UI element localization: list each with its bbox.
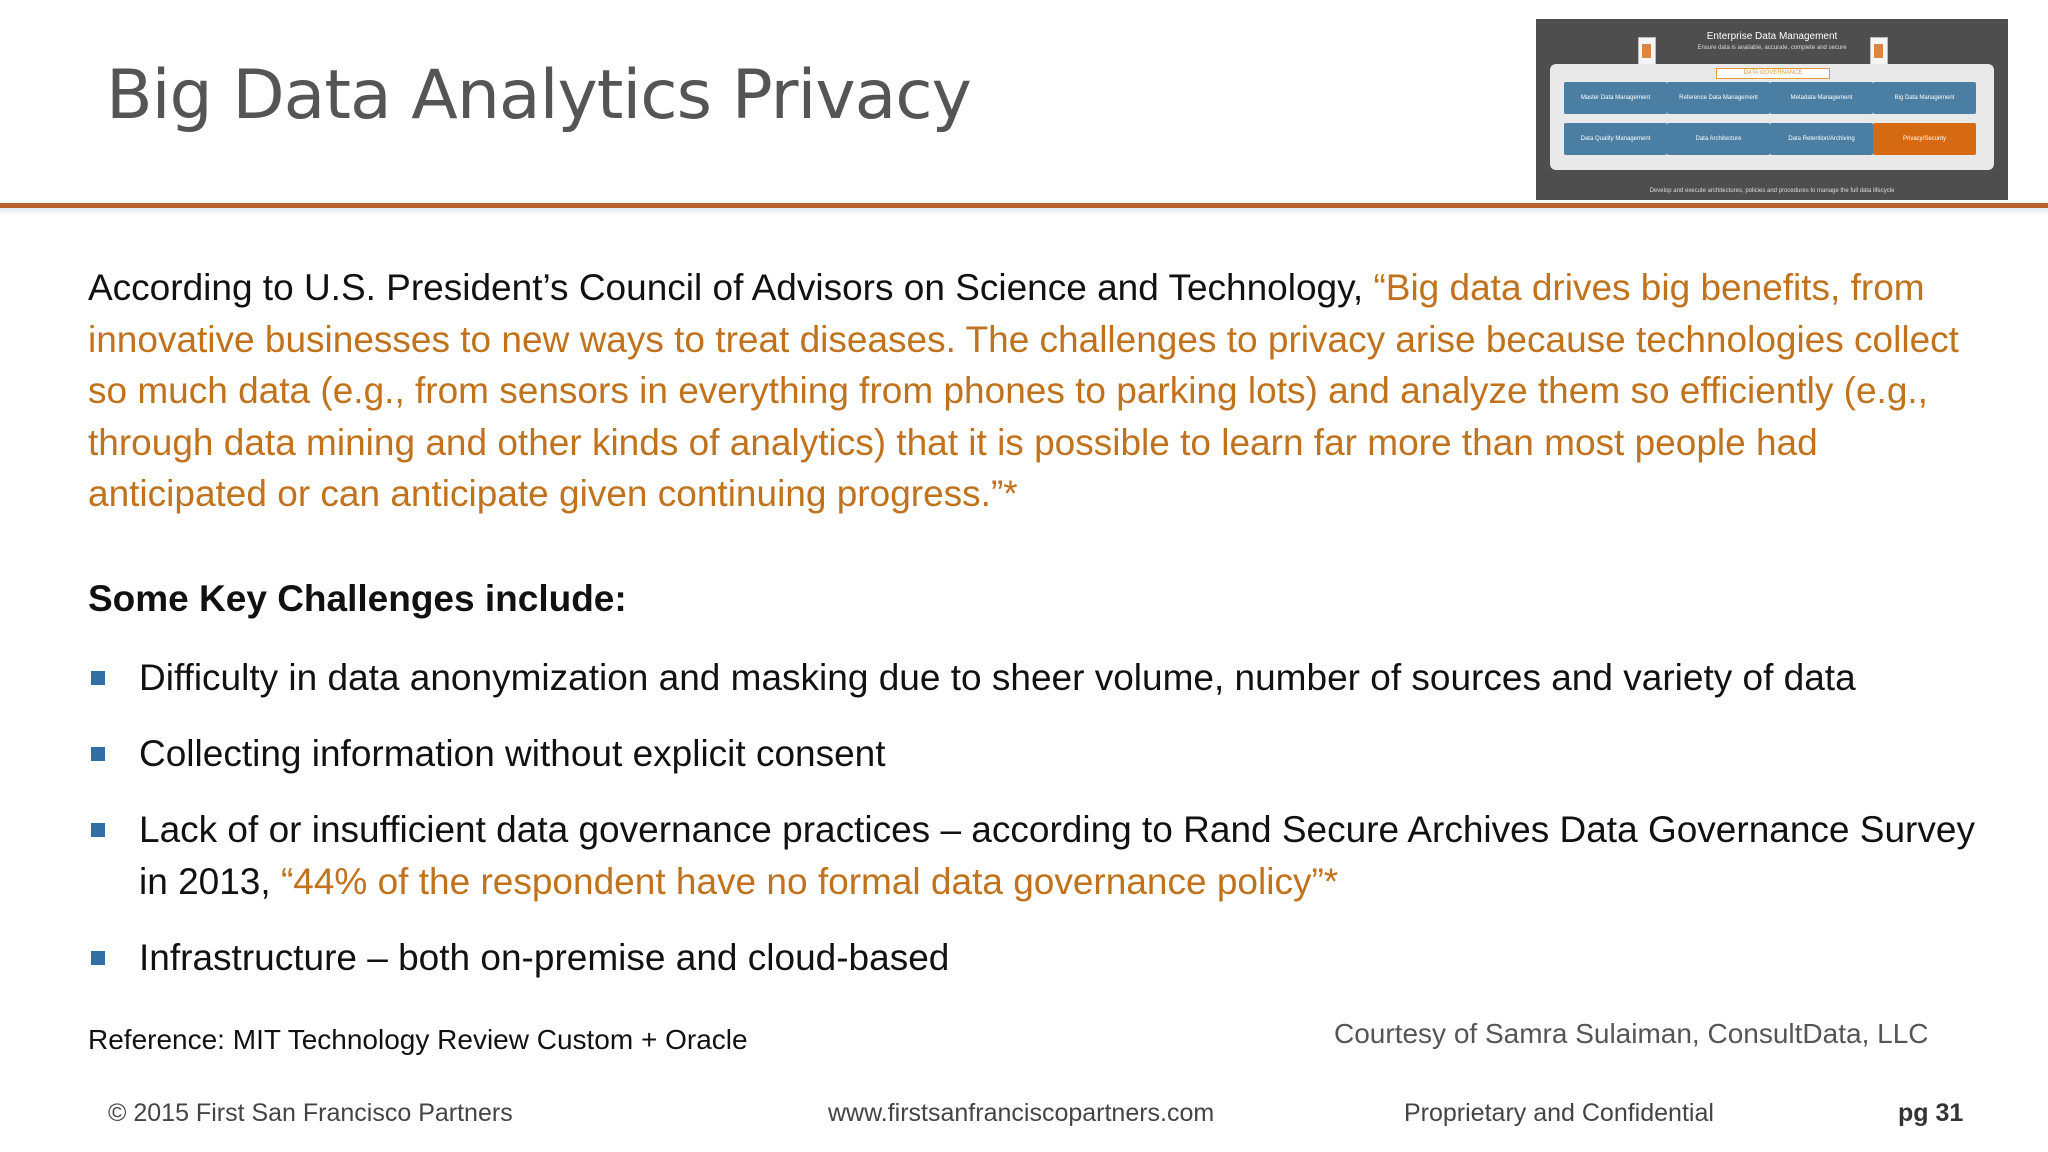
thumbnail-box-highlighted: Privacy/Security <box>1873 123 1976 155</box>
intro-quote: “Big data drives big benefits, from innovative businesses to new ways to treat diseases. The challenges to privacy arise because technologies collect so much data (e.g., from sensors in everything from phones to parking lots) and analyze them so efficiently (e.g., through data mining and other kinds of analytics) that it is possible to learn far more than most people had anticipated or can anticipate given continuing progress.”* <box>88 267 1959 514</box>
square-bullet-icon <box>91 671 105 685</box>
page-title: Big Data Analytics Privacy <box>106 56 971 135</box>
thumbnail-footer: Develop and execute architectures, policies and procedures to manage the full data lifecycle <box>1649 188 1895 194</box>
footer-confidential: Proprietary and Confidential <box>1404 1099 1714 1127</box>
thumbnail-box: Reference Data Management <box>1667 82 1770 114</box>
list-item-text: Collecting information without explicit consent <box>139 733 886 774</box>
enterprise-data-management-thumbnail <box>1536 19 2008 200</box>
challenges-heading: Some Key Challenges include: <box>88 578 627 619</box>
thumbnail-subtitle: Ensure data is available, accurate, complete and secure <box>1697 45 1847 51</box>
reference-note: Reference: MIT Technology Review Custom + Oracle <box>88 1024 748 1055</box>
list-item <box>88 652 1998 704</box>
list-item-quote: “44% of the respondent have no formal data governance policy”* <box>280 860 1339 902</box>
square-bullet-icon <box>91 747 105 761</box>
thumbnail-title: Enterprise Data Management <box>1706 31 1838 42</box>
intro-lead: According to U.S. President’s Council of Advisors on Science and Technology, <box>88 267 1374 308</box>
square-bullet-icon <box>91 951 105 965</box>
square-bullet-icon <box>91 823 105 837</box>
header-divider-shadow <box>0 208 2048 216</box>
thumbnail-governance-label: DATA GOVERNANCE <box>1716 68 1830 79</box>
list-item <box>88 728 1998 780</box>
footer-copyright: © 2015 First San Francisco Partners <box>108 1099 513 1127</box>
thumbnail-box: Data Architecture <box>1667 123 1770 155</box>
thumbnail-box: Master Data Management <box>1564 82 1667 114</box>
list-item-text: Difficulty in data anonymization and masking due to sheer volume, number of sources and variety of data <box>139 657 1856 698</box>
thumbnail-box: Metadata Management <box>1770 82 1873 114</box>
footer-url: www.firstsanfranciscopartners.com <box>828 1099 1215 1127</box>
list-item-text: Lack of or insufficient data governance practices – according to Rand Secure Archives Data Governance Survey in 2013, <box>139 809 1975 902</box>
thumbnail-box: Big Data Management <box>1873 82 1976 114</box>
courtesy-note: Courtesy of Samra Sulaiman, ConsultData, LLC <box>1334 1018 1929 1049</box>
list-item <box>88 932 1998 984</box>
challenges-list <box>88 652 1998 1008</box>
page-number: pg 31 <box>1898 1099 1964 1127</box>
list-item <box>88 804 1998 907</box>
thumbnail-box: Data Retention/Archiving <box>1770 123 1873 155</box>
thumbnail-box: Data Quality Management <box>1564 123 1667 155</box>
intro-paragraph <box>88 262 1988 520</box>
list-item-text: Infrastructure – both on-premise and cloud-based <box>139 936 950 978</box>
